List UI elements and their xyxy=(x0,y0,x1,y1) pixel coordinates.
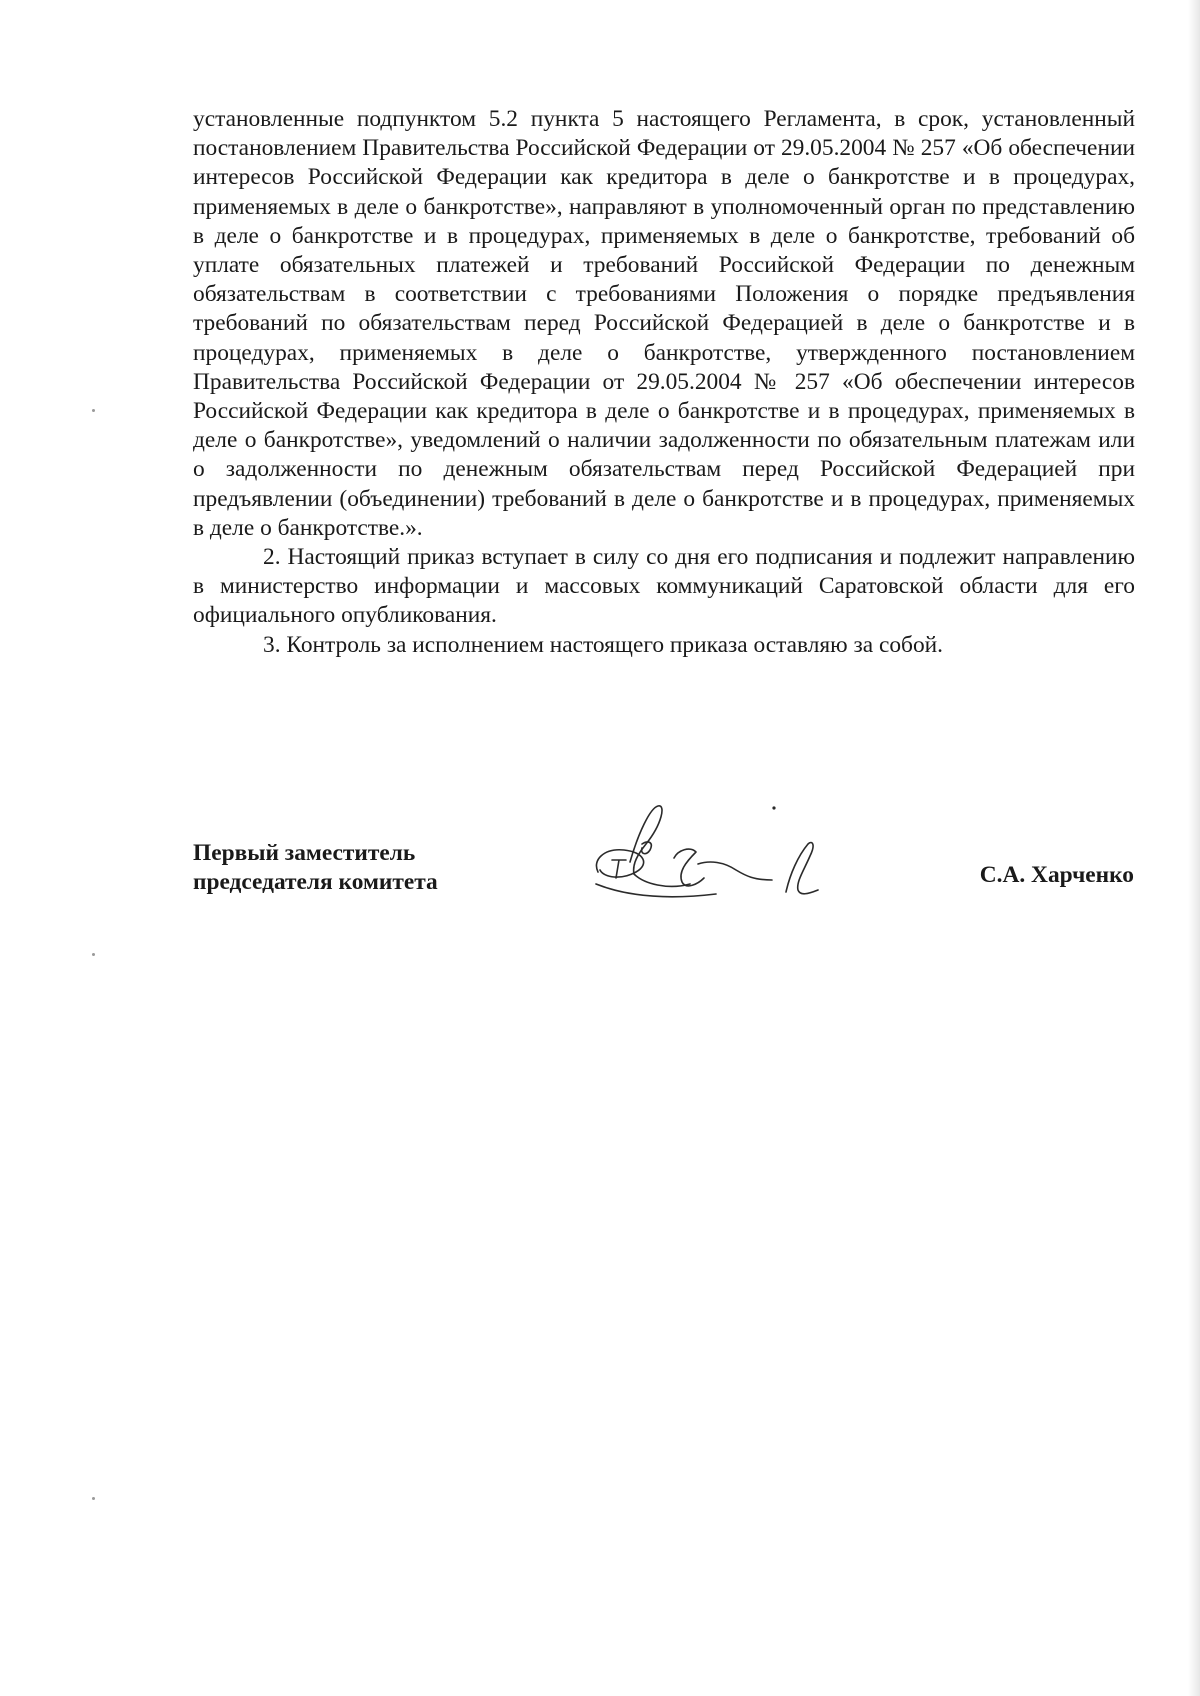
scan-speck xyxy=(92,409,95,412)
signatory-title-line: Первый заместитель xyxy=(193,840,416,866)
paragraph-continuation: установленные подпунктом 5.2 пункта 5 настоящего Регламента, в срок, установленный постановлением Правительства Российской Федерации от 29.05.2004 № 257 «Об обеспечении интересов Российской Федерации как кредитора в деле о банкротстве и в процедурах, применяемых в деле о банкротстве», направляют в уполномоченный орган по представлению в деле о банкротстве и в процедурах, применяемых в деле о банкротстве, требований об уплате обязательных платежей и требований Российской Федерации по денежным обязательствам в соответствии с требованиями Положения о порядке предъявления требований по обязательствам перед Российской Федерацией в деле о банкротстве и в процедурах, применяемых в деле о банкротстве, утвержденного постановлением Правительства Российской Федерации от 29.05.2004 № 257 «Об обеспечении интересов Российской Федерации как кредитора в деле о банкротстве и в процедурах, применяемых в деле о банкротстве», уведомлений о наличии задолженности по обязательным платежам или о задолженности по денежным обязательствам перед Российской Федерацией при предъявлении (объединении) требований в деле о банкротстве и в процедурах, применяемых в деле о банкротстве.». xyxy=(193,106,1135,541)
scan-speck xyxy=(92,1497,95,1500)
scan-speck xyxy=(92,953,95,956)
paragraph-control: 3. Контроль за исполнением настоящего приказа оставляю за собой. xyxy=(263,631,944,658)
signatory-title-line: председателя комитета xyxy=(193,869,438,896)
signatory-title xyxy=(193,839,438,897)
paragraph-effective-date: 2. Настоящий приказ вступает в силу со дня его подписания и подлежит направлению в министерство информации и массовых коммуникаций Саратовской области для его официального опубликования. xyxy=(193,544,1135,629)
handwritten-signature xyxy=(586,800,846,912)
signatory-name: С.А. Харченко xyxy=(979,862,1134,888)
scan-page-edge xyxy=(1188,0,1200,1696)
document-body xyxy=(193,105,1135,660)
